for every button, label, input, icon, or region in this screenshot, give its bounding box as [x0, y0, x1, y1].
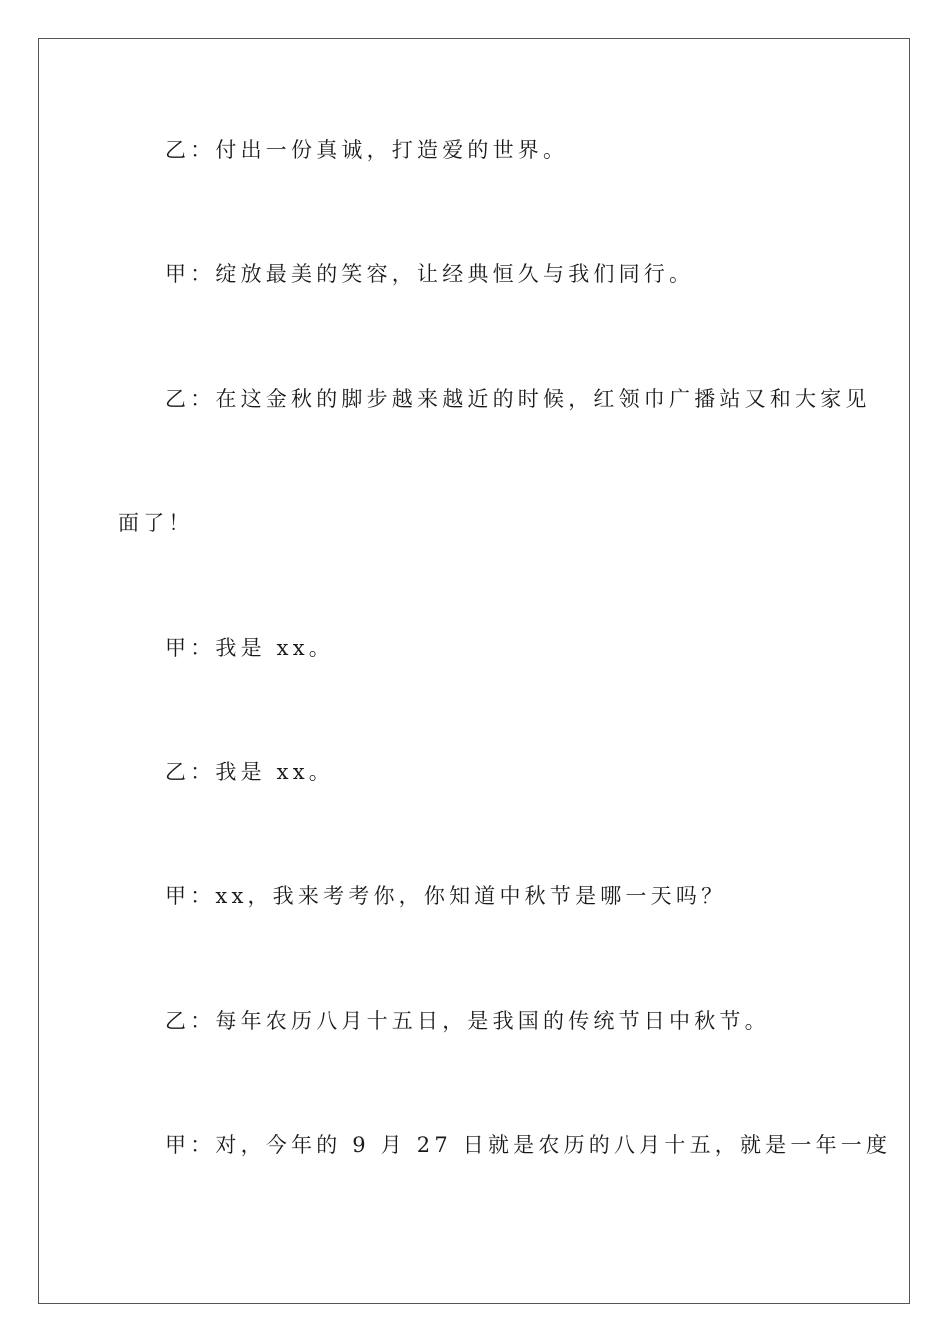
dialogue-line: 甲：绽放最美的笑容，让经典恒久与我们同行。: [165, 262, 695, 286]
dialogue-line-continuation: 面了！: [118, 511, 194, 535]
dialogue-line: 乙：在这金秋的脚步越来越近的时候，红领巾广播站又和大家见: [165, 387, 871, 411]
dialogue-line: 甲：对，今年的 9 月 27 日就是农历的八月十五，就是一年一度: [165, 1133, 892, 1157]
dialogue-line: 乙：付出一份真诚，打造爱的世界。: [165, 138, 569, 162]
dialogue-line: 甲：我是 xx。: [165, 636, 334, 660]
dialogue-line: 乙：每年农历八月十五日，是我国的传统节日中秋节。: [165, 1009, 770, 1033]
dialogue-line: 乙：我是 xx。: [165, 760, 334, 784]
page-border: [38, 38, 910, 1304]
dialogue-line: 甲：xx，我来考考你，你知道中秋节是哪一天吗？: [165, 884, 727, 908]
